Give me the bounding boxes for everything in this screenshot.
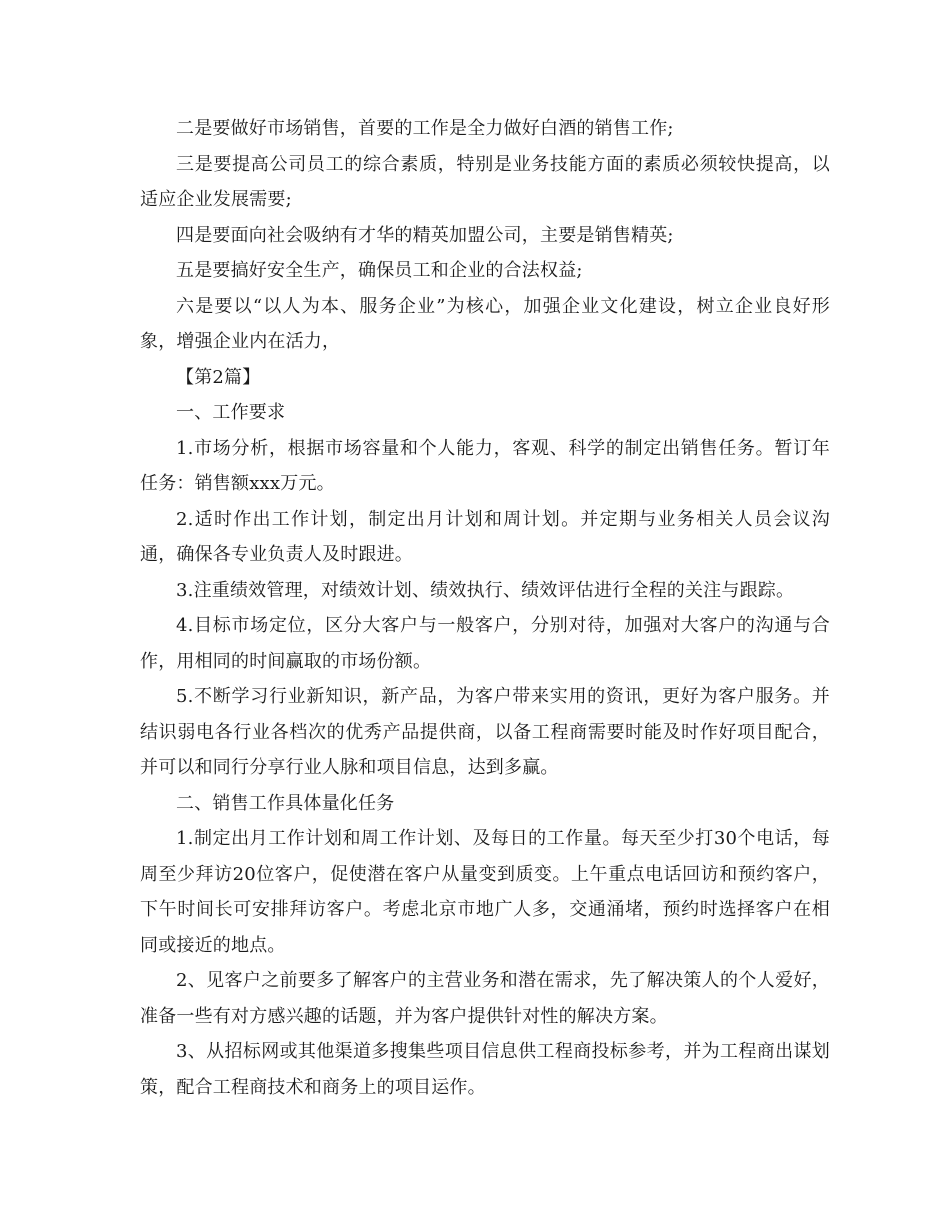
heading-quantified-tasks: 二、销售工作具体量化任务 [176,792,395,814]
paragraph-point-four: 四是要面向社会吸纳有才华的精英加盟公司，主要是销售精英; [176,224,674,246]
list-item-client-research: 2、见客户之前要多了解客户的主营业务和潜在需求，先了解决策人的个人爱好，准备一些有对方感兴趣的话题，并为客户提供针对性的解决方案。 [140,970,830,1027]
list-item-performance: 3.注重绩效管理，对绩效计划、绩效执行、绩效评估进行全程的关注与跟踪。 [176,579,795,601]
list-item-project-info: 3、从招标网或其他渠道多搜集些项目信息供工程商投标参考，并为工程商出谋划策，配合工程商技术和商务上的项目运作。 [140,1041,830,1098]
heading-work-requirements: 一、工作要求 [176,402,286,423]
list-item-market-analysis: 1.市场分析，根据市场容量和个人能力，客观、科学的制定出销售任务。暂订年任务：销售额xxx万元。 [140,437,830,494]
paragraph-point-three: 三是要提高公司员工的综合素质，特别是业务技能方面的素质必须较快提高，以适应企业发展需要; [140,153,830,210]
document-body [140,111,830,1105]
paragraph-point-five: 五是要搞好安全生产，确保员工和企业的合法权益; [176,260,583,281]
section-title-part-2: 【第2篇】 [176,366,261,388]
list-item-learning: 5.不断学习行业新知识，新产品，为客户带来实用的资讯，更好为客户服务。并结识弱电各行业各档次的优秀产品提供商，以备工程商需要时能及时作好项目配合，并可以和同行分享行业人脉和项目信息，达到多赢。 [140,686,830,778]
paragraph-point-six: 六是要以“以人为本、服务企业”为核心，加强企业文化建设，树立企业良好形象，增强企业内在活力， [140,295,830,352]
list-item-target-market: 4.目标市场定位，区分大客户与一般客户，分别对待，加强对大客户的沟通与合作，用相同的时间赢取的市场份额。 [140,615,830,672]
paragraph-point-two: 二是要做好市场销售，首要的工作是全力做好白酒的销售工作; [176,118,674,139]
list-item-daily-workload: 1.制定出月工作计划和周工作计划、及每日的工作量。每天至少打30个电话，每周至少拜访20位客户，促使潜在客户从量变到质变。上午重点电话回访和预约客户，下午时间长可安排拜访客户。考虑北京市地广人多，交通涌堵，预约时选择客户在相同或接近的地点。 [140,828,830,956]
list-item-work-plan: 2.适时作出工作计划，制定出月计划和周计划。并定期与业务相关人员会议沟通，确保各专业负责人及时跟进。 [140,508,830,565]
